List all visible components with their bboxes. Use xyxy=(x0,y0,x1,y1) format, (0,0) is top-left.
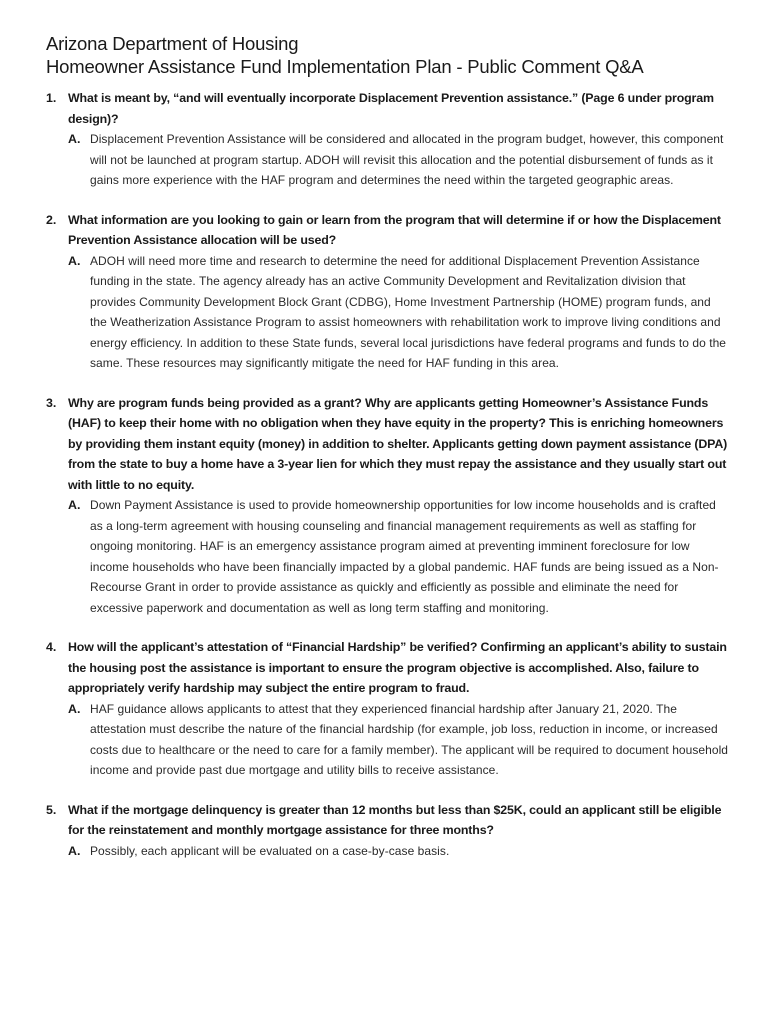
answer-block xyxy=(68,841,730,862)
question-text: What information are you looking to gain or learn from the program that will determine if or how the Displacement Prevention Assistance allocation will be used? xyxy=(68,212,721,247)
answer-label: A. xyxy=(68,498,81,512)
page-title-org: Arizona Department of Housing xyxy=(46,33,299,54)
answer-text: Possibly, each applicant will be evaluated on a case-by-case basis. xyxy=(90,843,450,858)
answer-block xyxy=(68,495,730,618)
answer-block xyxy=(68,129,730,191)
qa-item-3 xyxy=(46,393,730,619)
answer-label: A. xyxy=(68,253,81,268)
question-number: 4. xyxy=(46,640,57,654)
answer-text: ADOH will need more time and research to determine the need for additional Displacement Prevention Assistance funding in the state. The agency already has an active Community Development and Revitalization division that provides Community Development Block Grant (CDBG), Home Investment Partnership (HOME) program funds, and the Weatherization Assistance Program to assist homeowners with rehabilitation work to improve living conditions and energy efficiency. In addition to these State funds, several local jurisdictions have federal programs and funds to do the same. These resources may significantly mitigate the need for HAF funding in this area. xyxy=(90,253,727,370)
qa-item-4 xyxy=(46,637,730,781)
question-text: Why are program funds being provided as a grant? Why are applicants getting Homeowner’s Assistance Funds (HAF) to keep their home with no obligation when they have equity in the property? This is enriching homeowners by providing them instant equity (money) in addition to shelter. Applicants getting down payment assistance (DPA) from the state to buy a home have a 3-year lien for which they must repay the assistance and they usually start out with little to no equity. xyxy=(68,395,728,492)
answer-text: HAF guidance allows applicants to attest that they experienced financial hardship after January 21, 2020. The attestation must describe the nature of the financial hardship (for example, job loss, reduction in income, or increased costs due to healthcare or the need to care for a family member). The applicant will be required to document household income and provide past due mortgage and utility bills to receive assistance. xyxy=(90,701,729,777)
question-number: 3. xyxy=(46,395,57,410)
answer-block xyxy=(68,699,730,781)
qa-item-2 xyxy=(46,210,730,374)
answer-text: Down Payment Assistance is used to provide homeownership opportunities for low income households and is crafted as a long-term agreement with housing counseling and financial management requirements as well as staffing for ongoing monitoring. HAF is an emergency assistance program aimed at preventing imminent foreclosure for low income households who have been financially impacted by a global pandemic. HAF funds are being issued as a Non-Recourse Grant in order to provide assistance as quickly and efficiently as possible and eliminate the need for excessive paperwork and documentation as well as long term staffing and monitoring. xyxy=(90,498,719,615)
question-number: 2. xyxy=(46,212,57,227)
qa-item-1 xyxy=(46,88,730,191)
question-text: What is meant by, “and will eventually incorporate Displacement Prevention assistance.” (Page 6 under program design)? xyxy=(68,91,714,126)
answer-label: A. xyxy=(68,843,81,858)
qa-list xyxy=(46,88,730,861)
question-text: What if the mortgage delinquency is greater than 12 months but less than $25K, could an applicant still be eligible for the reinstatement and monthly mortgage assistance for three months? xyxy=(68,802,722,837)
answer-text: Displacement Prevention Assistance will be considered and allocated in the program budget, however, this component will not be launched at program startup. ADOH will revisit this allocation and the potential disbursement of funds as it gains more experience with the HAF program and determines the need within the targeted geographic areas. xyxy=(90,132,724,187)
question-text: How will the applicant’s attestation of “Financial Hardship” be verified? Confirming an applicant’s ability to sustain the housing post the assistance is important to ensure the program objective is accomplished. Also, failure to appropriately verify hardship may subject the entire program to fraud. xyxy=(68,640,727,695)
question-number: 5. xyxy=(46,802,57,817)
answer-label: A. xyxy=(68,701,81,716)
page-subtitle: Homeowner Assistance Fund Implementation Plan - Public Comment Q&A xyxy=(46,56,644,77)
question-number: 1. xyxy=(46,91,57,105)
qa-item-5 xyxy=(46,800,730,862)
answer-label: A. xyxy=(68,132,81,146)
answer-block xyxy=(68,251,730,374)
